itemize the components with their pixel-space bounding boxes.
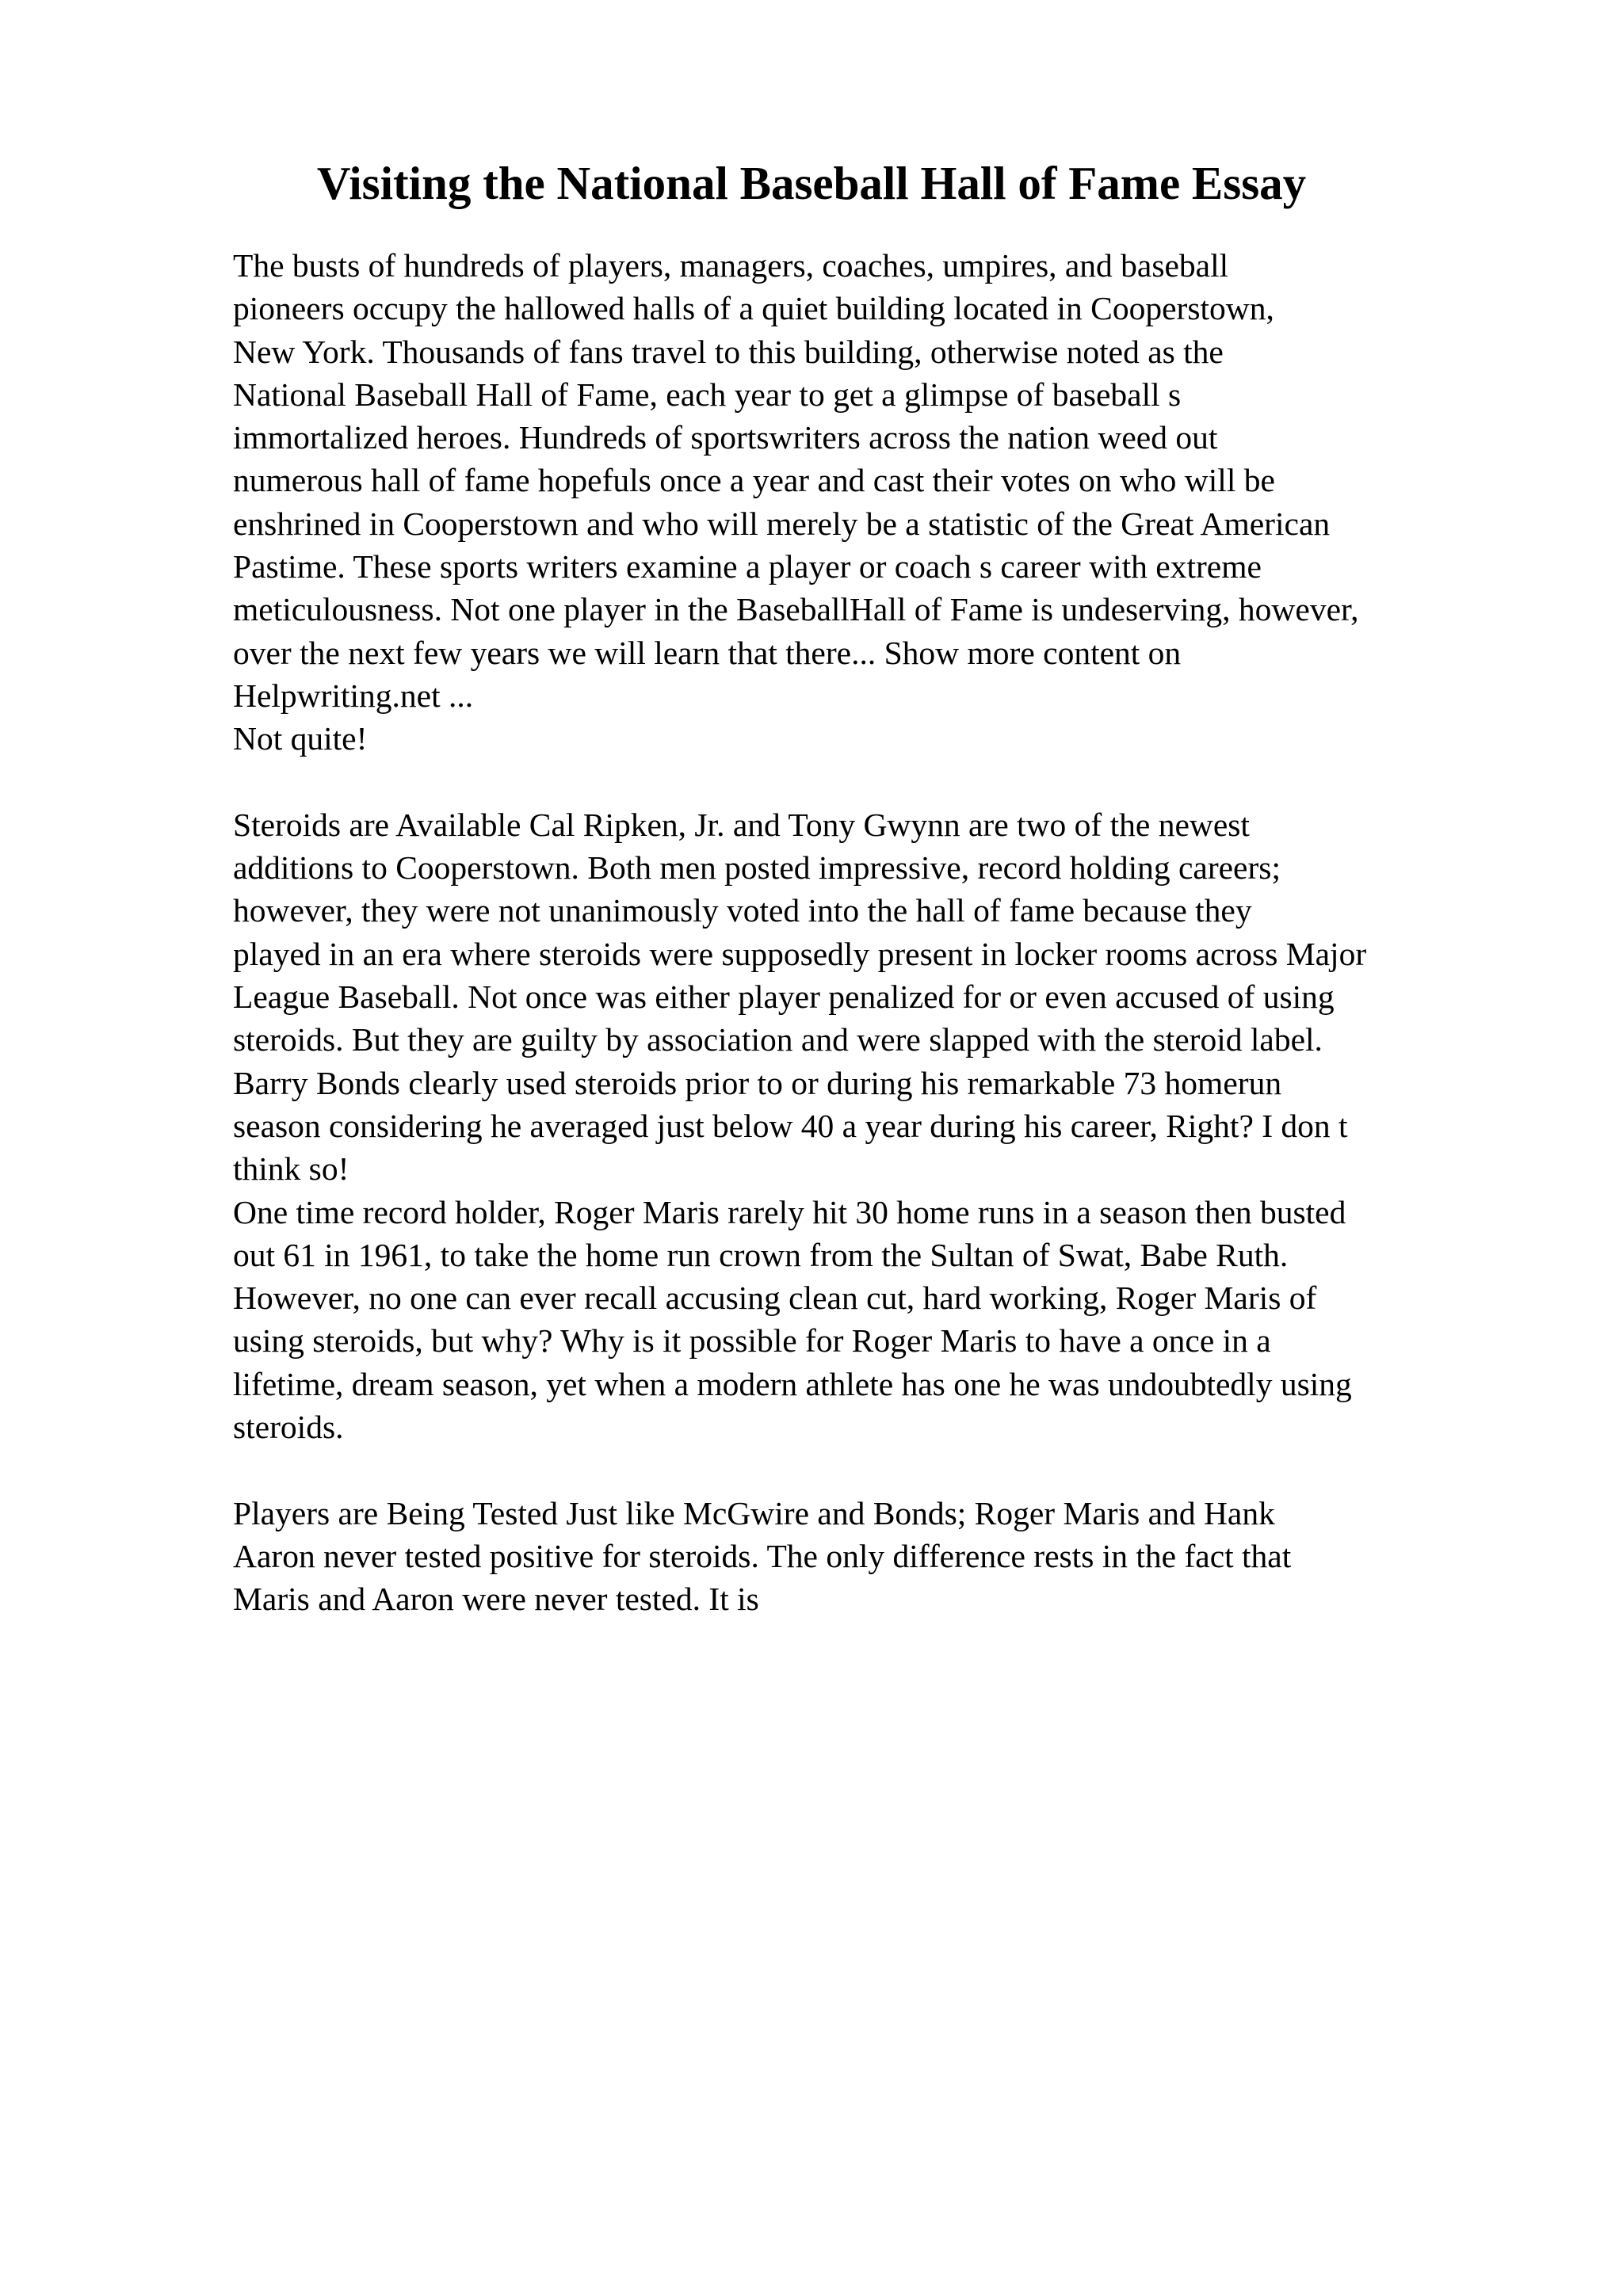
- text-line: numerous hall of fame hopefuls once a year and cast their votes on who will be: [233, 462, 1275, 499]
- text-line: steroids.: [233, 1409, 344, 1446]
- text-line: Pastime. These sports writers examine a player or coach s career with extreme: [233, 548, 1262, 585]
- text-line: using steroids, but why? Why is it possible for Roger Maris to have a once in a: [233, 1322, 1271, 1360]
- text-line: think so!: [233, 1150, 349, 1188]
- text-line: Barry Bonds clearly used steroids prior to or during his remarkable 73 homerun: [233, 1064, 1282, 1101]
- text-line: out 61 in 1961, to take the home run crown from the Sultan of Swat, Babe Ruth.: [233, 1236, 1289, 1273]
- text-line: over the next few years we will learn that there... Show more content on: [233, 634, 1182, 671]
- text-line: season considering he averaged just below 40 a year during his career, Right? I don t: [233, 1107, 1348, 1144]
- text-line: The busts of hundreds of players, managers, coaches, umpires, and baseball: [233, 247, 1229, 284]
- text-line: immortalized heroes. Hundreds of sportswriters across the nation weed out: [233, 419, 1218, 456]
- text-line: National Baseball Hall of Fame, each year to get a glimpse of baseball s: [233, 376, 1182, 413]
- text-line: Aaron never tested positive for steroids. The only difference rests in the fact that: [233, 1537, 1292, 1574]
- text-line: steroids. But they are guilty by association and were slapped with the steroid label.: [233, 1021, 1323, 1058]
- document-body: [233, 244, 1533, 1621]
- text-line: Helpwriting.net ...: [233, 677, 474, 714]
- text-line: Players are Being Tested Just like McGwire and Bonds; Roger Maris and Hank: [233, 1494, 1275, 1531]
- text-line: enshrined in Cooperstown and who will merely be a statistic of the Great American: [233, 505, 1331, 542]
- paragraph-3: [233, 1492, 1533, 1621]
- text-line: Not quite!: [233, 720, 368, 757]
- text-line: additions to Cooperstown. Both men posted impressive, record holding careers;: [233, 849, 1281, 887]
- paragraph-spacer: [233, 761, 1533, 803]
- text-line: lifetime, dream season, yet when a modern athlete has one he was undoubtedly using: [233, 1365, 1352, 1402]
- paragraph-1: [233, 244, 1533, 761]
- text-line: played in an era where steroids were supposedly present in locker rooms across Major: [233, 935, 1367, 972]
- text-line: New York. Thousands of fans travel to this building, otherwise noted as the: [233, 333, 1224, 370]
- text-line: Steroids are Available Cal Ripken, Jr. and Tony Gwynn are two of the newest: [233, 806, 1250, 843]
- text-line: Maris and Aaron were never tested. It is: [233, 1581, 759, 1618]
- text-line: League Baseball. Not once was either player penalized for or even accused of using: [233, 978, 1335, 1016]
- text-line: pioneers occupy the hallowed halls of a quiet building located in Cooperstown,: [233, 290, 1274, 327]
- text-line: One time record holder, Roger Maris rarely hit 30 home runs in a season then busted: [233, 1193, 1346, 1230]
- paragraph-2: [233, 803, 1533, 1448]
- text-line: meticulousness. Not one player in the BaseballHall of Fame is undeserving, however,: [233, 591, 1359, 628]
- text-line: however, they were not unanimously voted into the hall of fame because they: [233, 892, 1252, 929]
- paragraph-spacer: [233, 1448, 1533, 1491]
- document-title: Visiting the National Baseball Hall of Fame Essay: [316, 157, 1307, 209]
- text-line: However, no one can ever recall accusing clean cut, hard working, Roger Maris of: [233, 1280, 1317, 1317]
